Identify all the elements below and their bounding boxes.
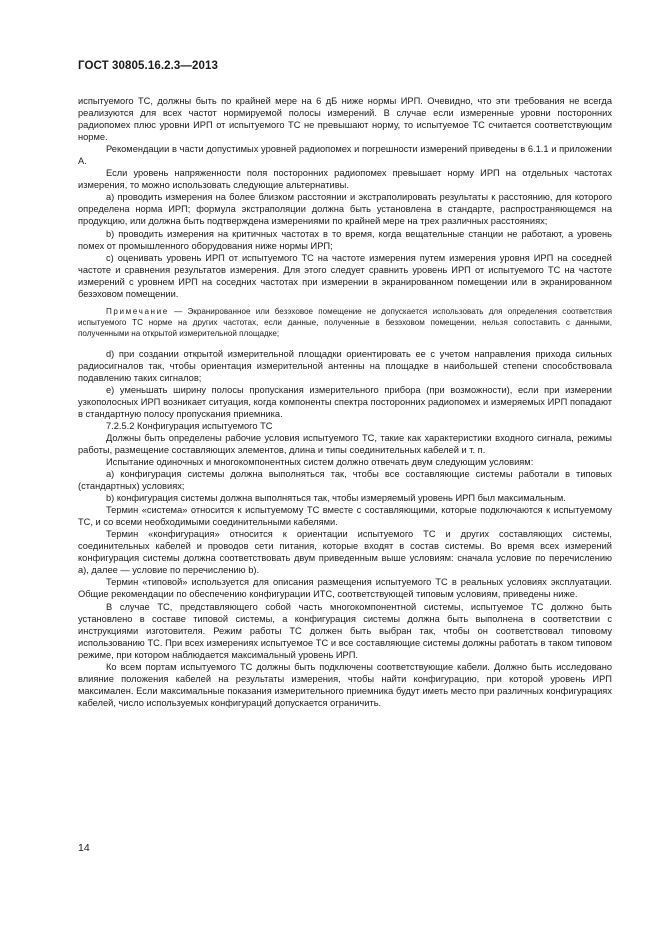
paragraph: Если уровень напряженности поля посторонних радиопомех превышает норму ИРП на отдельных частотах измерения, то можно использовать следующие альтернативы. bbox=[78, 168, 612, 191]
note bbox=[78, 307, 612, 340]
list-item-e: e) уменьшать ширину полосы пропускания измерительного прибора (при возможности), если при измерении узкополосных ИРП возникает ситуация, когда компоненты спектра посторонних радиопомех и измеряемых ИРП попадают в стандартную полосу пропускания приемника. bbox=[78, 384, 612, 419]
list-item-b: b) конфигурация системы должна выполняться так, чтобы измеряемый уровень ИРП был максимальным. bbox=[106, 493, 566, 504]
note-text: Экранированное или безэховое помещение не допускается использовать для определения соответствия испытуемого ТС норме на других частотах, если данные, полученные в безэховом помещении, нельзя сопоставить с данными, полученными на открытой измерительной площадке; bbox=[78, 306, 612, 338]
document-body bbox=[78, 95, 612, 709]
note-dash: — bbox=[168, 306, 188, 316]
paragraph: В случае ТС, представляющего собой часть многокомпонентной системы, испытуемое ТС должно быть установлено в составе типовой системы, а конфигурация системы должна быть выполнена в соответствии с инструкциями изготовителя. Режим работы ТС должен быть выбран так, чтобы он соответствовал типовому использованию ТС. При всех измерениях испытуемое ТС и все составляющие системы должны работать в таком типовом режиме, при котором наблюдается максимальный уровень ИРП. bbox=[78, 601, 612, 660]
list-item-c: c) оценивать уровень ИРП от испытуемого ТС на частоте измерения путем измерения уровня ИРП на соседней частоте и сравнения результатов измерения. Для этого следует сравнить уровень ИРП от испытуемого ТС на частоте измерений с уровнем ИРП на соседних частотах при измерении в экранированном помещении или в экранированном безэховом помещении. bbox=[78, 252, 612, 299]
paragraph: испытуемого ТС, должны быть по крайней мере на 6 дБ ниже нормы ИРП. Очевидно, что эти требования не всегда реализуются для всех частот нормируемой полосы измерений. В случае если измеренные уровни посторонних радиопомех плюс уровни ИРП от испытуемого ТС не превышают норму, то испытуемое ТС считается соответствующим норме. bbox=[78, 96, 612, 143]
paragraph: Испытание одиночных и многокомпонентных систем должно отвечать двум следующим условиям: bbox=[106, 456, 534, 467]
paragraph: Ко всем портам испытуемого ТС должны быть подключены соответствующие кабели. Должно быть исследовано влияние положения кабелей на результаты измерения, чтобы найти конфигурацию, при которой уровень ИРП максимален. Если максимальные показания измерительного приемника будут иметь место при различных конфигурациях кабелей, число используемых конфигураций допускается ограничить. bbox=[78, 661, 612, 708]
paragraph: Термин «система» относится к испытуемому ТС вместе с составляющими, которые подключаются к испытуемому ТС, и со всеми необходимыми соединительными кабелями. bbox=[78, 505, 612, 528]
list-item-b: b) проводить измерения на критичных частотах в то время, когда вещательные станции не работают, а уровень помех от промышленного оборудования ниже нормы ИРП; bbox=[78, 228, 612, 251]
paragraph: Термин «типовой» используется для описания размещения испытуемого ТС в реальных условиях эксплуатации. Общие рекомендации по обеспечению конфигурации ИТС, соответствующей типовым условиям, приведены ниже. bbox=[78, 577, 612, 600]
paragraph: Термин «конфигурация» относится к ориентации испытуемого ТС и других составляющих системы, соединительных кабелей и проводов сети питания, которые входят в состав системы. Во время всех измерений конфигурация системы должна соответствовать двум приведенным выше условиям: сначала условие по перечислению а), далее — условие по перечислению b). bbox=[78, 529, 612, 576]
document-header: ГОСТ 30805.16.2.3—2013 bbox=[78, 60, 218, 72]
note-label: Примечание bbox=[106, 306, 169, 316]
section-heading: 7.2.5.2 Конфигурация испытуемого ТС bbox=[106, 420, 273, 431]
list-item-a: a) конфигурация системы должна выполняться так, чтобы все составляющие системы работали в типовых (стандартных) условиях; bbox=[78, 468, 612, 492]
paragraph: Должны быть определены рабочие условия испытуемого ТС, такие как характеристики входного сигнала, режимы работы, размещение составляющих элементов, длина и типы соединительных кабелей и т. п. bbox=[78, 432, 612, 455]
paragraph: Рекомендации в части допустимых уровней радиопомех и погрешности измерений приведены в 6.1.1 и приложении А. bbox=[78, 144, 612, 167]
page-number: 14 bbox=[78, 842, 90, 854]
list-item-a: a) проводить измерения на более близком расстоянии и экстраполировать результаты к расстоянию, для которого определена норма ИРП; формула экстраполяции должна быть установлена в стандарте, распространяющемся на продукцию, или должна быть подтверждена измерениями по крайней мере на трех различных расстояниях; bbox=[78, 192, 612, 227]
list-item-d: d) при создании открытой измерительной площадки ориентировать ее с учетом направления прихода сильных радиосигналов так, чтобы ориентация измерительной антенны на площадке в наибольшей степени способствовала подавлению таких сигналов; bbox=[78, 348, 612, 383]
